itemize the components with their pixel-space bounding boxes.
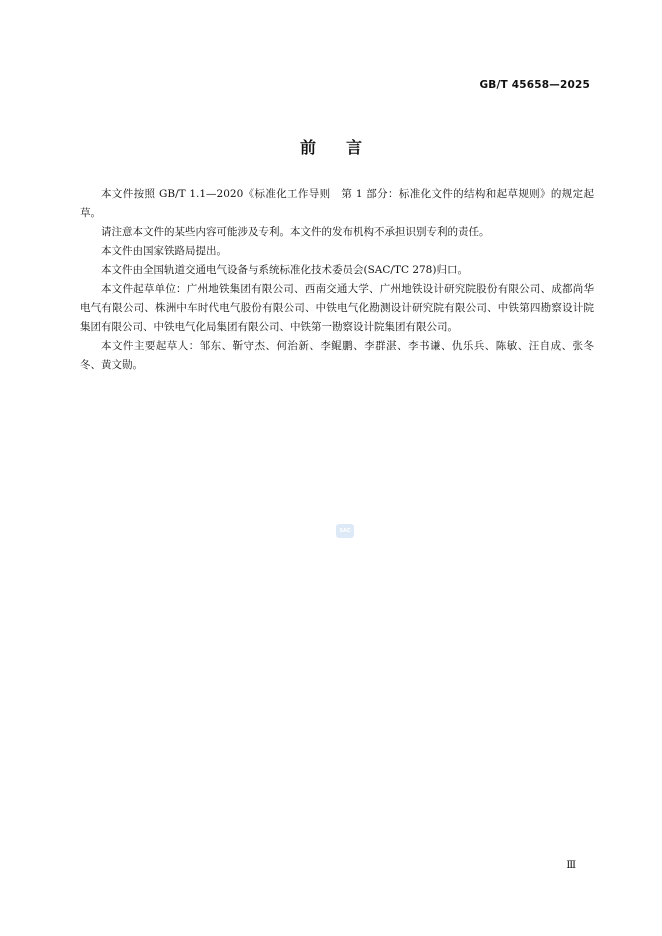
page-title: 前言	[299, 138, 392, 157]
paragraph-proposer: 本文件由国家铁路局提出。	[101, 245, 227, 257]
paragraph-drafting-units: 本文件起草单位：广州地铁集团有限公司、西南交通大学、广州地铁设计研究院股份有限公司、成都尚华电气有限公司、株洲中车时代电气股份有限公司、中铁电气化勘测设计研究院有限公司、中铁第四勘察设计院集团有限公司、中铁电气化局集团有限公司、中铁第一勘察设计院集团有限公司。	[80, 283, 594, 333]
paragraph-technical-committee: 本文件由全国轨道交通电气设备与系统标准化技术委员会(SAC/TC 278)归口。	[101, 264, 468, 276]
paragraph-patent-notice: 请注意本文件的某些内容可能涉及专利。本文件的发布机构不承担识别专利的责任。	[101, 226, 490, 238]
standard-number: GB/T 45658—2025	[479, 79, 590, 91]
foreword-body	[80, 185, 594, 375]
sac-watermark-logo: SAC	[336, 524, 354, 538]
paragraph-main-drafters: 本文件主要起草人：邹东、靳守杰、何治新、李鲲鹏、李群湛、李书谦、仇乐兵、陈敏、汪自成、张冬冬、黄文勋。	[80, 340, 594, 371]
page-number: Ⅲ	[566, 860, 576, 871]
paragraph-drafting-rules: 本文件按照 GB/T 1.1—2020《标准化工作导则 第 1 部分：标准化文件的结构和起草规则》的规定起草。	[80, 188, 594, 219]
